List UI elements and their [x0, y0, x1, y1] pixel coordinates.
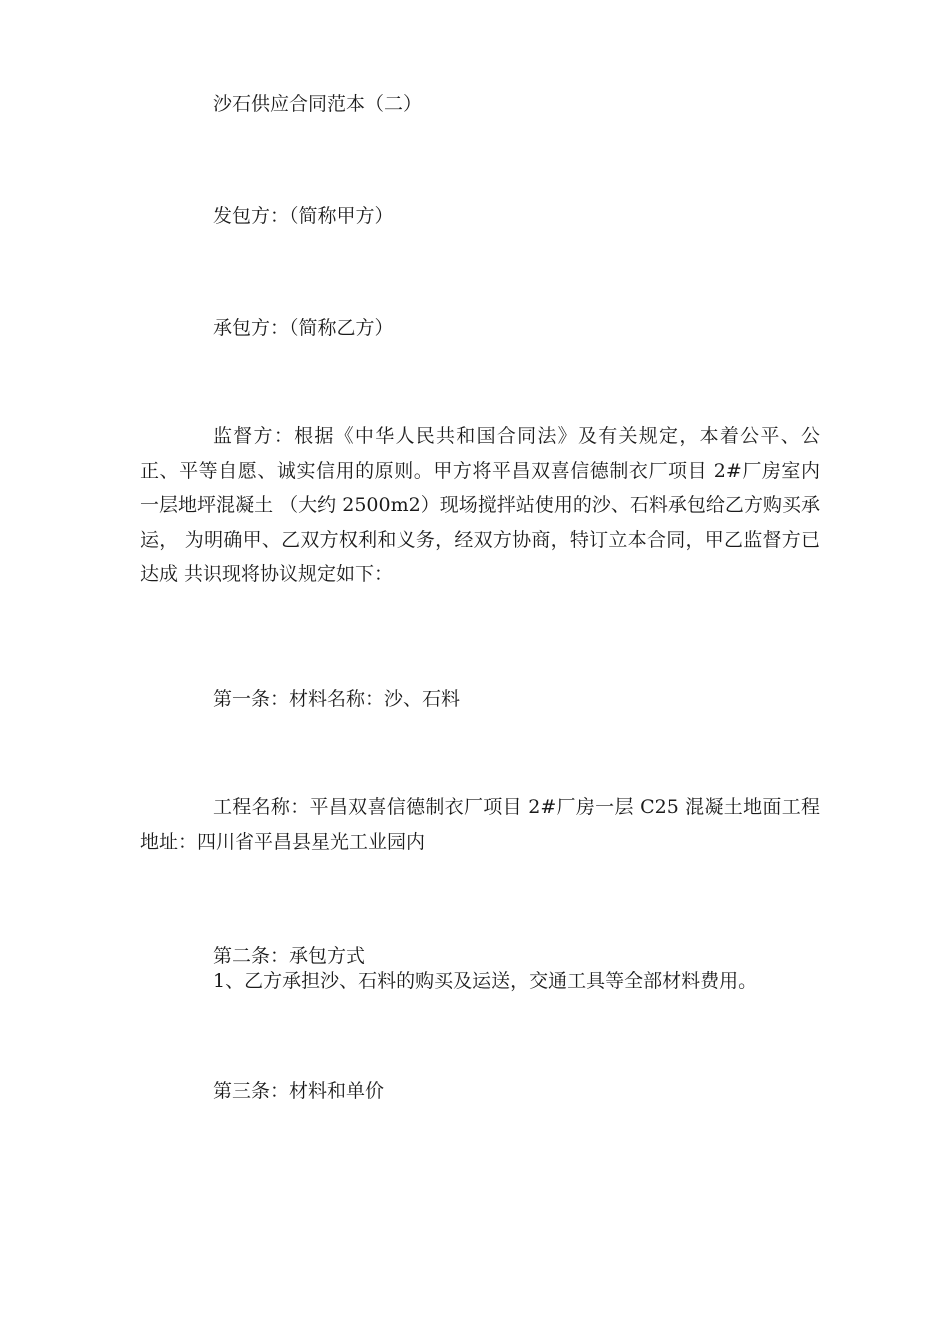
- article-2-item-1: 1、乙方承担沙、石料的购买及运送，交通工具等全部材料费用。: [213, 970, 758, 992]
- document-title: 沙石供应合同范本（二）: [213, 93, 423, 115]
- project-paragraph: 工程名称：平昌双喜信德制衣厂项目 2#厂房一层 C25 混凝土地面工程地址：四川省平昌县星光工业园内: [140, 796, 820, 853]
- article-1-heading: 第一条：材料名称：沙、石料: [213, 688, 461, 710]
- party-a-line: 发包方：（简称甲方）: [213, 205, 394, 227]
- party-b-line: 承包方：（简称乙方）: [213, 317, 394, 339]
- article-3-heading: 第三条：材料和单价: [213, 1080, 385, 1102]
- article-2-heading: 第二条：承包方式: [213, 945, 366, 967]
- supervisor-paragraph: 监督方：根据《中华人民共和国合同法》及有关规定，本着公平、公正、平等自愿、诚实信用的原则。甲方将平昌双喜信德制衣厂项目 2#厂房室内一层地坪混凝土 （大约 2500m2）现场搅拌站使用的沙、石料承包给乙方购买承运， 为明确甲、乙双方权利和义务，经双方协商，特订立本合同，甲乙监督方已达成 共识现将协议规定如下：: [140, 425, 820, 585]
